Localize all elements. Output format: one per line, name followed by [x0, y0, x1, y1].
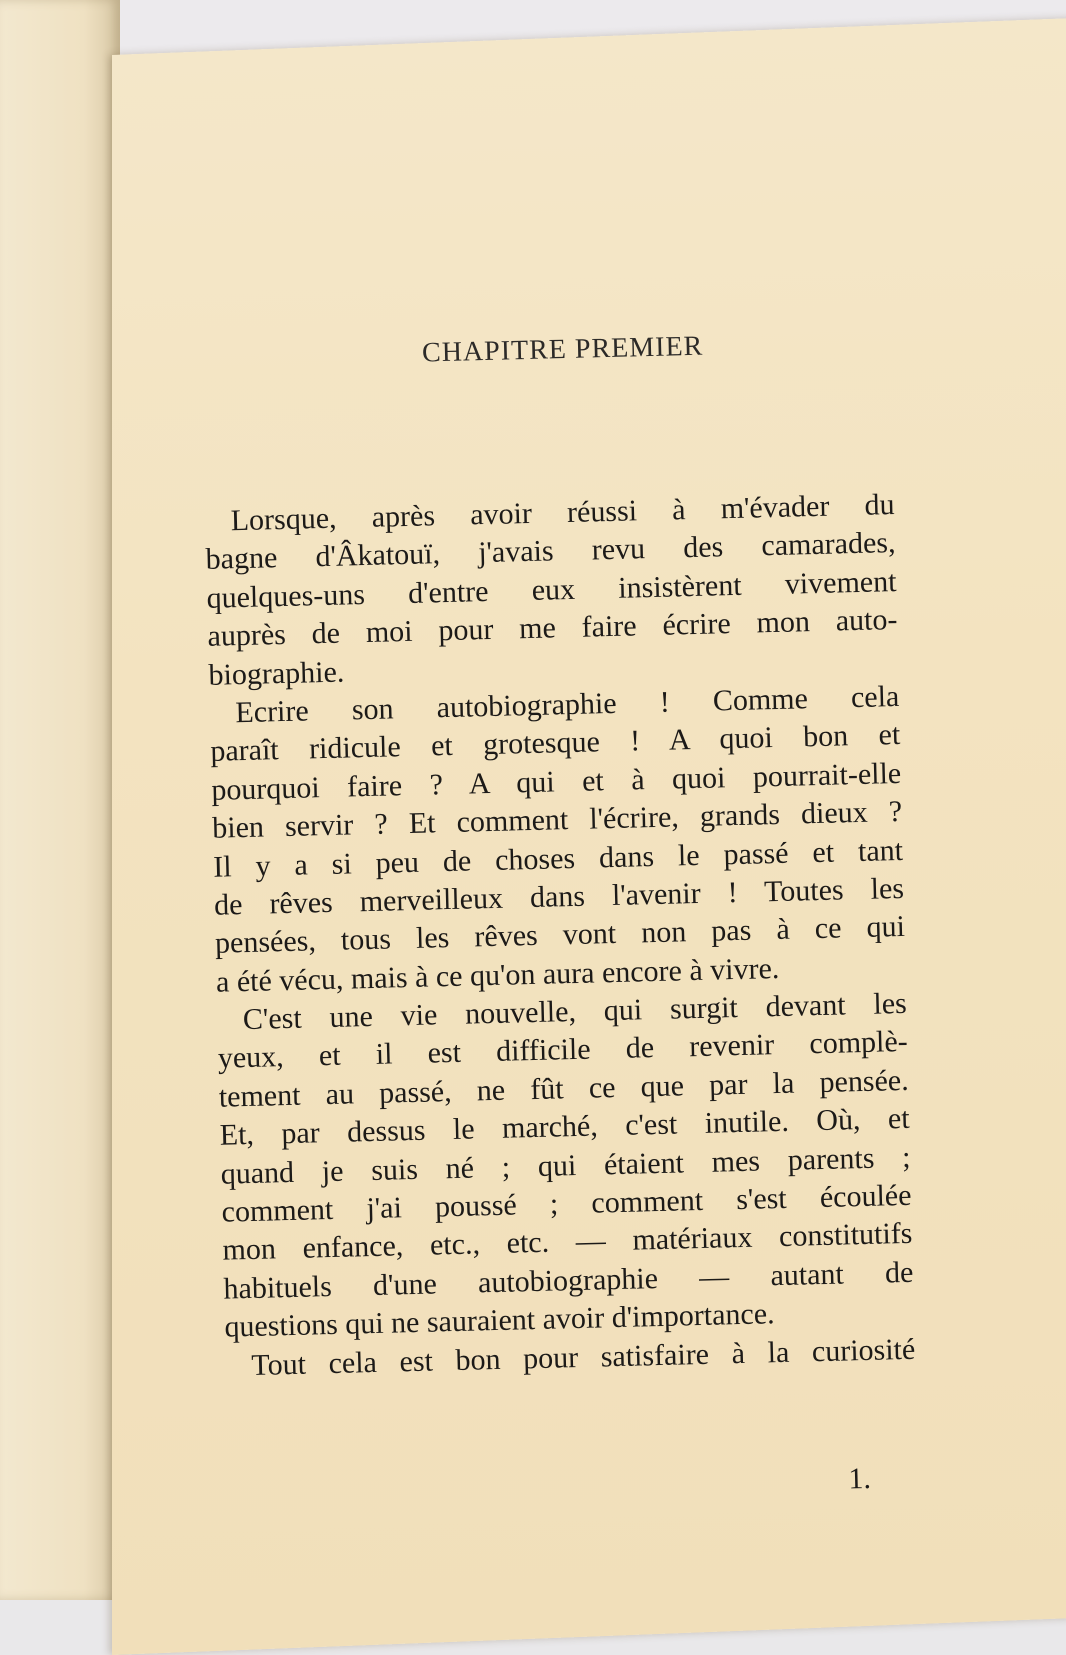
- text-line: paraît ridicule et grotesque ! A quoi bon et: [209, 718, 901, 769]
- text-line: habituels d'une autobiographie — autant de: [223, 1255, 914, 1306]
- text-line: Et, par dessus le marché, c'est inutile. Où, et: [219, 1102, 910, 1152]
- text-line: Tout cela est bon pour satisfaire à la curiosité: [250, 1332, 916, 1382]
- text-line: tement au passé, ne fût ce que par la pensée.: [218, 1063, 910, 1114]
- text-line: de rêves merveilleux dans l'avenir ! Toutes les: [213, 871, 905, 922]
- facing-page: [0, 0, 120, 1600]
- text-line: quelques-uns d'entre eux insistèrent vivement: [206, 564, 897, 615]
- text-line: yeux, et il est difficile de revenir complè-: [217, 1025, 909, 1076]
- chapter-title: CHAPITRE PREMIER: [421, 330, 704, 369]
- text-line: pensées, tous les rêves vont non pas à ce qui: [214, 910, 906, 961]
- text-line: auprès de moi pour me faire écrire mon auto-: [207, 603, 898, 654]
- text-line: Ecrire son autobiographie ! Comme cela: [235, 679, 900, 730]
- text-line: pourquoi faire ? A qui et à quoi pourrait-elle: [210, 756, 902, 807]
- page-content: [112, 0, 1066, 1600]
- text-line: a été vécu, mais à ce qu'on aura encore à vivre.: [215, 951, 780, 999]
- text-line: Il y a si peu de choses dans le passé et tant: [212, 833, 904, 884]
- text-line: C'est une vie nouvelle, qui surgit devant les: [242, 986, 908, 1037]
- text-line: Lorsque, après avoir réussi à m'évader du: [230, 488, 895, 538]
- page-number: 1.: [847, 1461, 872, 1496]
- body-text: [204, 486, 915, 1386]
- text-line: bagne d'Âkatouï, j'avais revu des camarades,: [205, 526, 896, 577]
- text-line: mon enfance, etc., etc. — matériaux constitutifs: [222, 1217, 913, 1268]
- text-line: bien servir ? Et comment l'écrire, grands dieux ?: [211, 795, 903, 845]
- text-line: questions qui ne sauraient avoir d'importance.: [224, 1297, 775, 1344]
- text-line: quand je suis né ; qui étaient mes parents ;: [220, 1140, 911, 1191]
- text-line: comment j'ai poussé ; comment s'est écoulée: [221, 1178, 912, 1229]
- text-line: biographie.: [208, 655, 345, 692]
